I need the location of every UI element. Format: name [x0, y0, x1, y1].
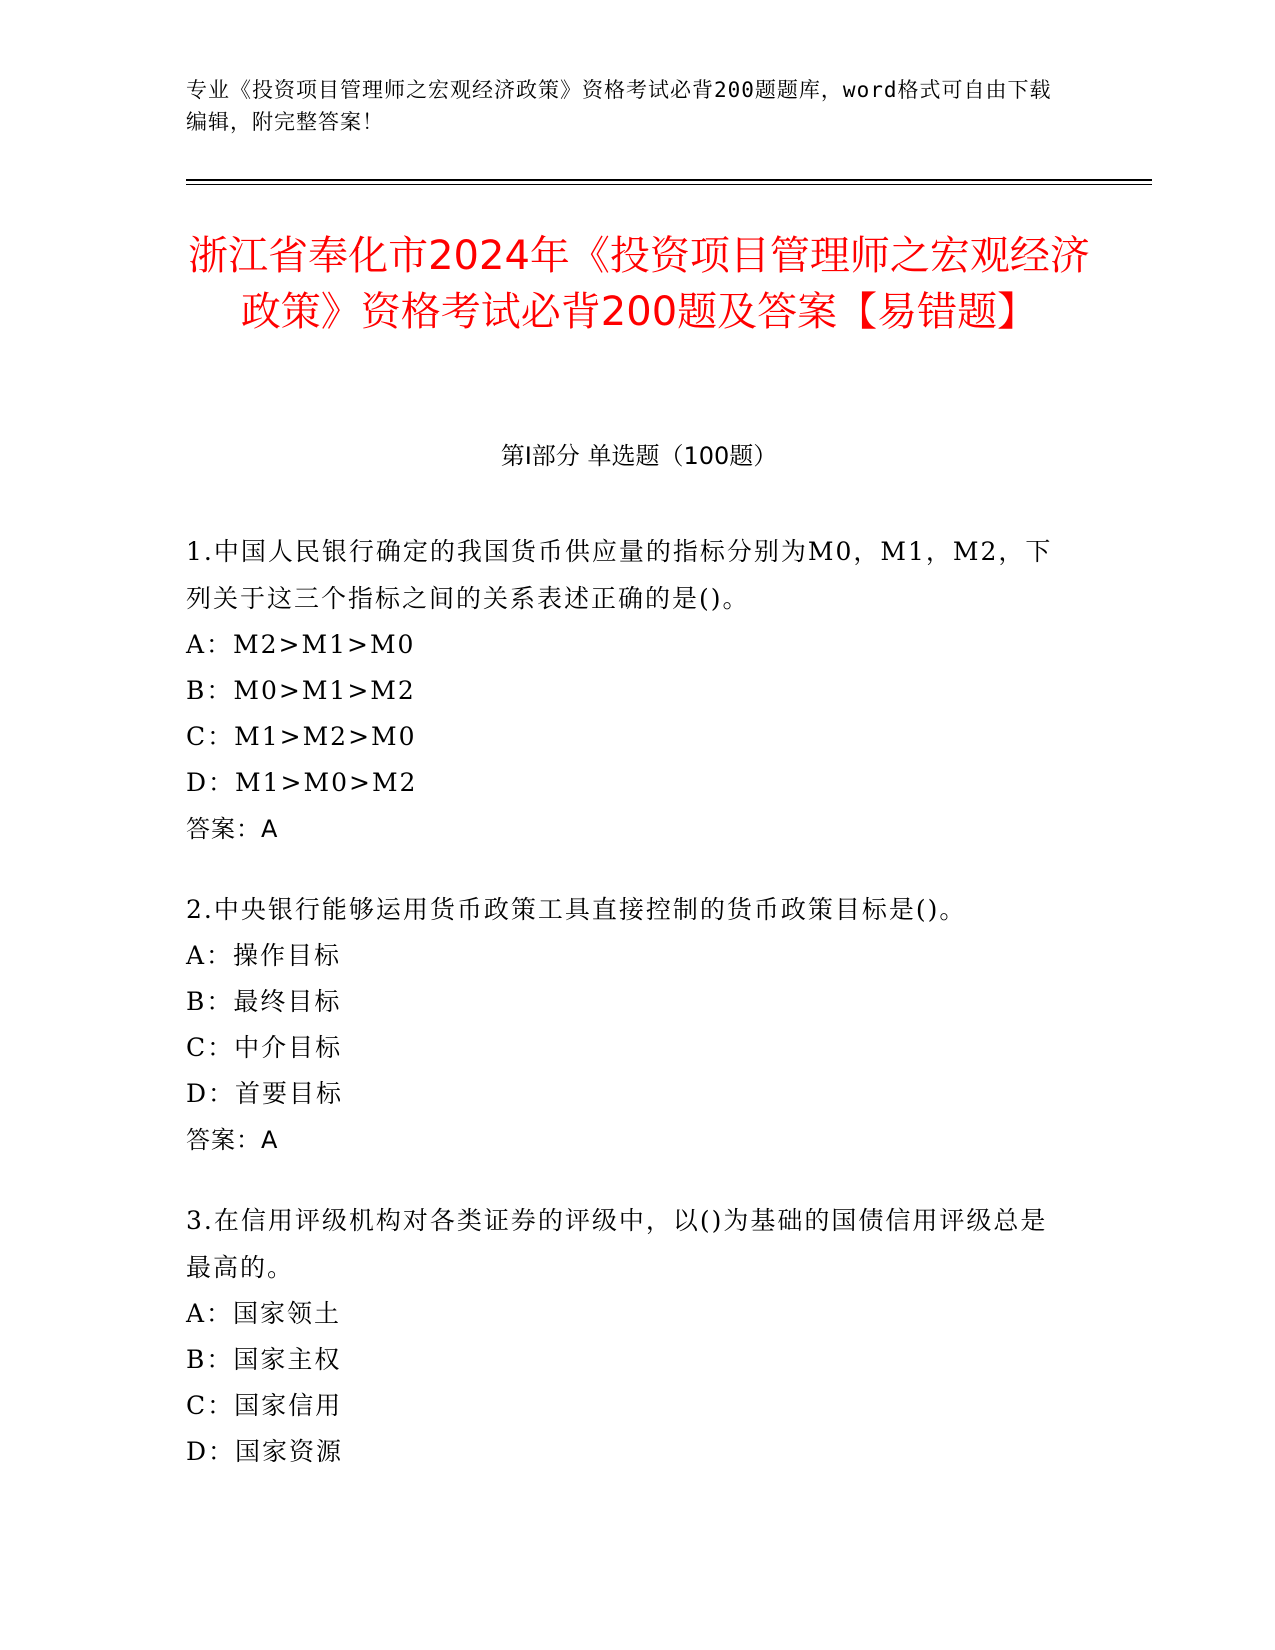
question-stem: 2.中央银行能够运用货币政策工具直接控制的货币政策目标是()。 [186, 895, 967, 924]
answer-line: 答案：A [186, 1126, 279, 1154]
header-divider-thick [186, 179, 1152, 181]
header-divider-thin [186, 184, 1152, 185]
option-b: B：M0>M1>M2 [186, 676, 416, 705]
option-a: A：M2>M1>M0 [186, 630, 416, 659]
option-a: A：操作目标 [186, 941, 342, 970]
part-heading: 第Ⅰ部分 单选题（100题） [500, 442, 778, 470]
question-1 [186, 528, 1066, 852]
question-2 [186, 886, 1066, 1163]
question-stem: 3.在信用评级机构对各类证券的评级中，以()为基础的国债信用评级总是最高的。 [186, 1206, 1048, 1282]
option-d: D：M1>M0>M2 [186, 768, 418, 797]
option-c: C：国家信用 [186, 1391, 343, 1420]
document-title: 浙江省奉化市2024年《投资项目管理师之宏观经济政策》资格考试必背200题及答案【易错题】 [188, 233, 1090, 335]
option-d: D：国家资源 [186, 1437, 344, 1466]
question-3 [186, 1197, 1066, 1475]
answer-line: 答案：A [186, 815, 279, 843]
option-c: C：中介目标 [186, 1033, 343, 1062]
question-list [186, 528, 1066, 1509]
option-d: D：首要目标 [186, 1079, 344, 1108]
option-a: A：国家领土 [186, 1299, 342, 1328]
option-b: B：最终目标 [186, 987, 342, 1016]
option-c: C：M1>M2>M0 [186, 722, 417, 751]
option-b: B：国家主权 [186, 1345, 342, 1374]
question-stem: 1.中国人民银行确定的我国货币供应量的指标分别为M0，M1，M2，下列关于这三个指标之间的关系表述正确的是()。 [186, 537, 1053, 613]
header-note: 专业《投资项目管理师之宏观经济政策》资格考试必背200题题库，word格式可自由下载编辑，附完整答案！ [186, 78, 1052, 134]
